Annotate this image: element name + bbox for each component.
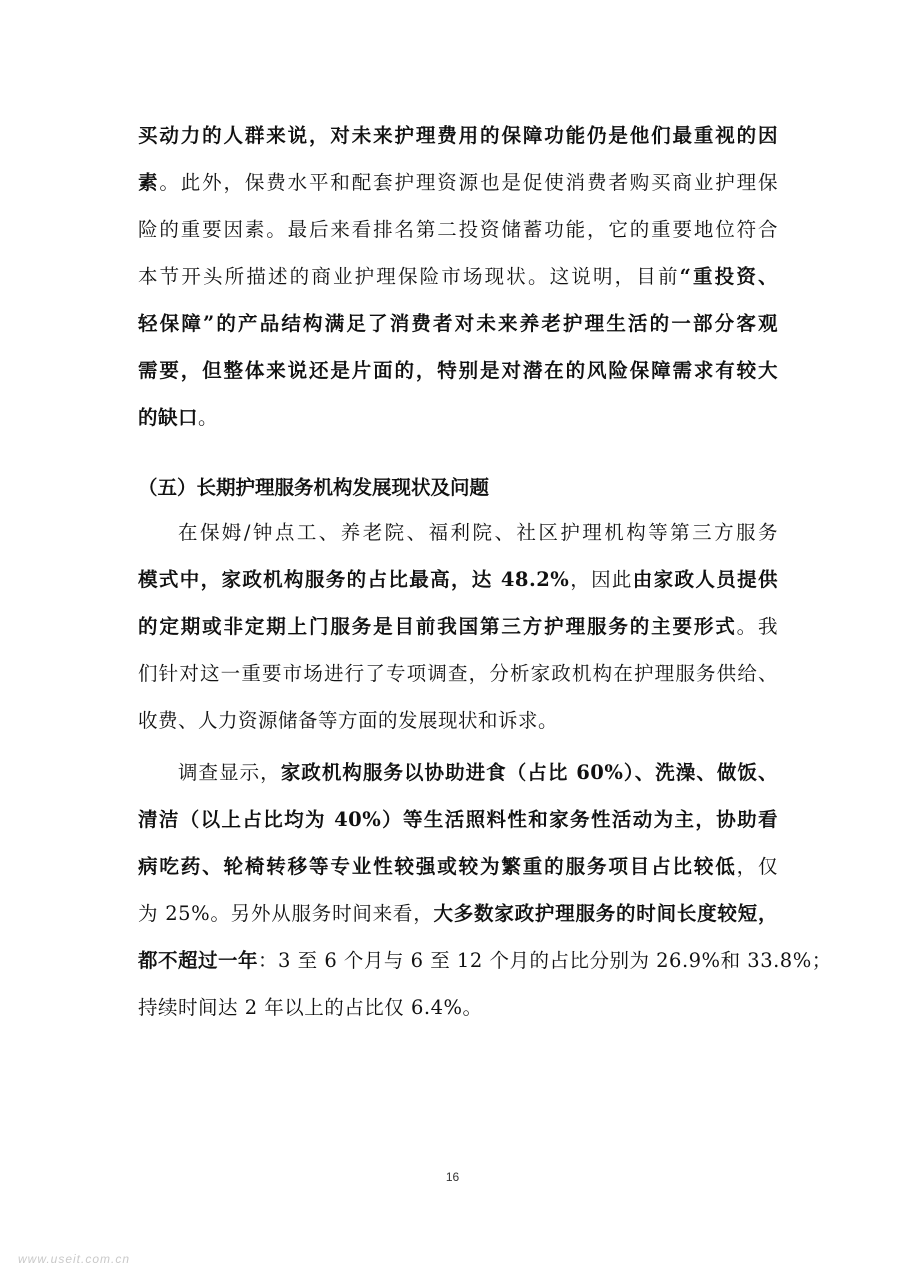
page-number: 16 <box>445 1170 460 1184</box>
text-run: ，仅 <box>736 855 778 878</box>
bold-text-run: 模式中，家政机构服务的占比最高，达 48.2% <box>138 568 570 591</box>
bold-text-run: 的缺口 <box>138 406 199 429</box>
text-line <box>138 603 778 650</box>
text-line <box>138 796 778 843</box>
text-line <box>138 394 778 441</box>
bold-text-run: 素 <box>138 171 160 194</box>
text-line <box>138 843 778 890</box>
text-run: ，因此 <box>569 568 633 591</box>
text-line <box>138 984 778 1031</box>
bold-text-run: 病吃药、轮椅转移等专业性较强或较为繁重的服务项目占比较低 <box>138 855 737 878</box>
text-line <box>138 697 778 744</box>
text-run: 在保姆/钟点工、养老院、福利院、社区护理机构等第三方服务 <box>178 521 778 544</box>
text-run: ：3 至 6 个月与 6 至 12 个月的占比分别为 26.9%和 33.8%； <box>258 949 832 972</box>
bold-text-run: 买动力的人群来说，对未来护理费用的保障功能仍是他们最重视的因 <box>138 124 778 147</box>
bold-text-run: 的定期或非定期上门服务是目前我国第三方护理服务的主要形式 <box>138 615 737 638</box>
paragraph-service-institutions <box>138 509 778 744</box>
text-line <box>138 253 778 300</box>
bold-text-run: 需要，但整体来说还是片面的，特别是对潜在的风险保障需求有较大 <box>138 359 778 382</box>
text-run: 收费、人力资源储备等方面的发展现状和诉求。 <box>138 709 559 732</box>
bold-text-run: “重投资、 <box>679 265 778 288</box>
text-run: 持续时间达 2 年以上的占比仅 6.4%。 <box>138 996 483 1019</box>
text-run: 本节开头所描述的商业护理保险市场现状。这说明，目前 <box>138 265 680 288</box>
bold-text-run: 由家政人员提供 <box>632 568 778 591</box>
text-run: 。 <box>198 406 219 429</box>
bold-text-run: 清洁（以上占比均为 40%）等生活照料性和家务性活动为主，协助看 <box>138 808 778 831</box>
text-run: 为 25%。另外从服务时间来看， <box>138 902 434 925</box>
text-line <box>138 206 778 253</box>
text-run: 们针对这一重要市场进行了专项调查，分析家政机构在护理服务供给、 <box>138 662 778 685</box>
text-run: 险的重要因素。最后来看排名第二投资储蓄功能，它的重要地位符合 <box>138 218 778 241</box>
bold-text-run: 大多数家政护理服务的时间长度较短， <box>433 902 778 925</box>
bold-text-run: 都不超过一年 <box>138 949 259 972</box>
section-heading: （五）长期护理服务机构发展现状及问题 <box>138 476 490 499</box>
text-line <box>138 159 778 206</box>
text-run: 。此外，保费水平和配套护理资源也是促使消费者购买商业护理保 <box>159 171 778 194</box>
watermark: www.useit.com.cn <box>18 1252 131 1266</box>
bold-text-run: 家政机构服务以协助进食（占比 60%）、洗澡、做饭、 <box>280 761 778 784</box>
text-line <box>138 509 778 556</box>
bold-text-run: 轻保障”的产品结构满足了消费者对未来养老护理生活的一部分客观 <box>138 312 778 335</box>
text-line <box>138 890 778 937</box>
text-line <box>138 556 778 603</box>
text-line <box>138 347 778 394</box>
paragraph-consumer-factors <box>138 112 778 441</box>
paragraph-survey-results <box>138 749 832 1031</box>
text-run: 。我 <box>736 615 778 638</box>
text-line <box>138 650 778 697</box>
text-run: 调查显示， <box>178 761 281 784</box>
text-line <box>138 937 832 984</box>
text-line <box>138 112 778 159</box>
text-line <box>138 749 778 796</box>
text-line <box>138 300 778 347</box>
